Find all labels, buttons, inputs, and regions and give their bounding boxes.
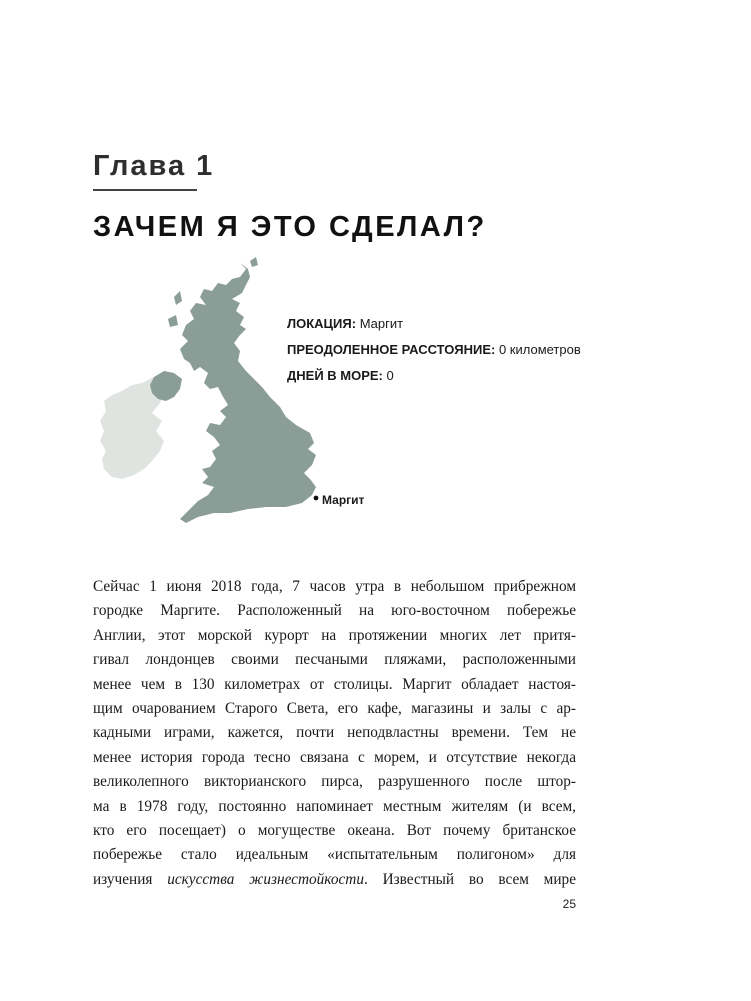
stat-days-at-sea <box>287 367 581 393</box>
map-marker-label: Маргит <box>322 493 365 507</box>
stat-value: Маргит <box>356 316 404 331</box>
stat-value: 0 <box>382 368 394 383</box>
chapter-underline <box>93 189 197 191</box>
chapter-title: ЗАЧЕМ Я ЭТО СДЕЛАЛ? <box>93 211 487 243</box>
stat-key: ДНЕЙ В МОРЕ: <box>287 368 383 383</box>
body-line: менее чем в 130 километрах от столицы. Маргит обладает настоя- <box>93 675 576 693</box>
emphasized-term: искусства жизнестойкости <box>167 870 365 888</box>
trip-stats <box>287 315 581 393</box>
body-line: ма в 1978 году, постоянно напоминает местным жителям (и всем, <box>93 797 576 815</box>
body-line: гивал лондонцев своими песчаными пляжами, расположенными <box>93 651 576 669</box>
island-shape <box>250 257 258 267</box>
stat-key: ЛОКАЦИЯ: <box>287 316 357 331</box>
body-line-last <box>93 868 576 892</box>
chapter-label: Глава 1 <box>93 150 215 182</box>
body-text-segment: . Известный во всем мире <box>364 870 576 888</box>
body-line: великолепного викторианского пирса, разрушенного после штор- <box>93 773 576 791</box>
page-number: 25 <box>562 897 576 911</box>
stat-value: 0 километров <box>495 342 581 357</box>
body-paragraph <box>93 575 576 892</box>
body-line: щим очарованием Старого Света, его кафе, магазины и залы с ар- <box>93 699 576 717</box>
body-line: Англии, этот морской курорт на протяжении многих лет притя- <box>93 626 576 644</box>
location-marker-icon <box>314 496 319 501</box>
body-line: городке Маргите. Расположенный на юго-восточном побережье <box>93 602 576 620</box>
body-line: Сейчас 1 июня 2018 года, 7 часов утра в небольшом прибрежном <box>93 578 576 595</box>
uk-map <box>90 255 370 555</box>
island-shape <box>168 315 178 327</box>
body-text-segment: изучения <box>93 870 168 888</box>
stat-location <box>287 315 581 341</box>
island-shape <box>174 291 182 305</box>
stat-key: ПРЕОДОЛЕННОЕ РАССТОЯНИЕ: <box>287 342 496 357</box>
body-line: побережье стало идеальным «испытательным полигоном» для <box>93 846 576 864</box>
body-line: менее история города тесно связана с морем, и отсутствие некогда <box>93 748 576 766</box>
great-britain-shape <box>180 263 316 523</box>
body-line: кадными играми, кажется, почти неподвластны времени. Тем не <box>93 724 576 742</box>
body-line: кто его посещает) о могуществе океана. Вот почему британское <box>93 821 576 839</box>
stat-distance <box>287 341 581 367</box>
